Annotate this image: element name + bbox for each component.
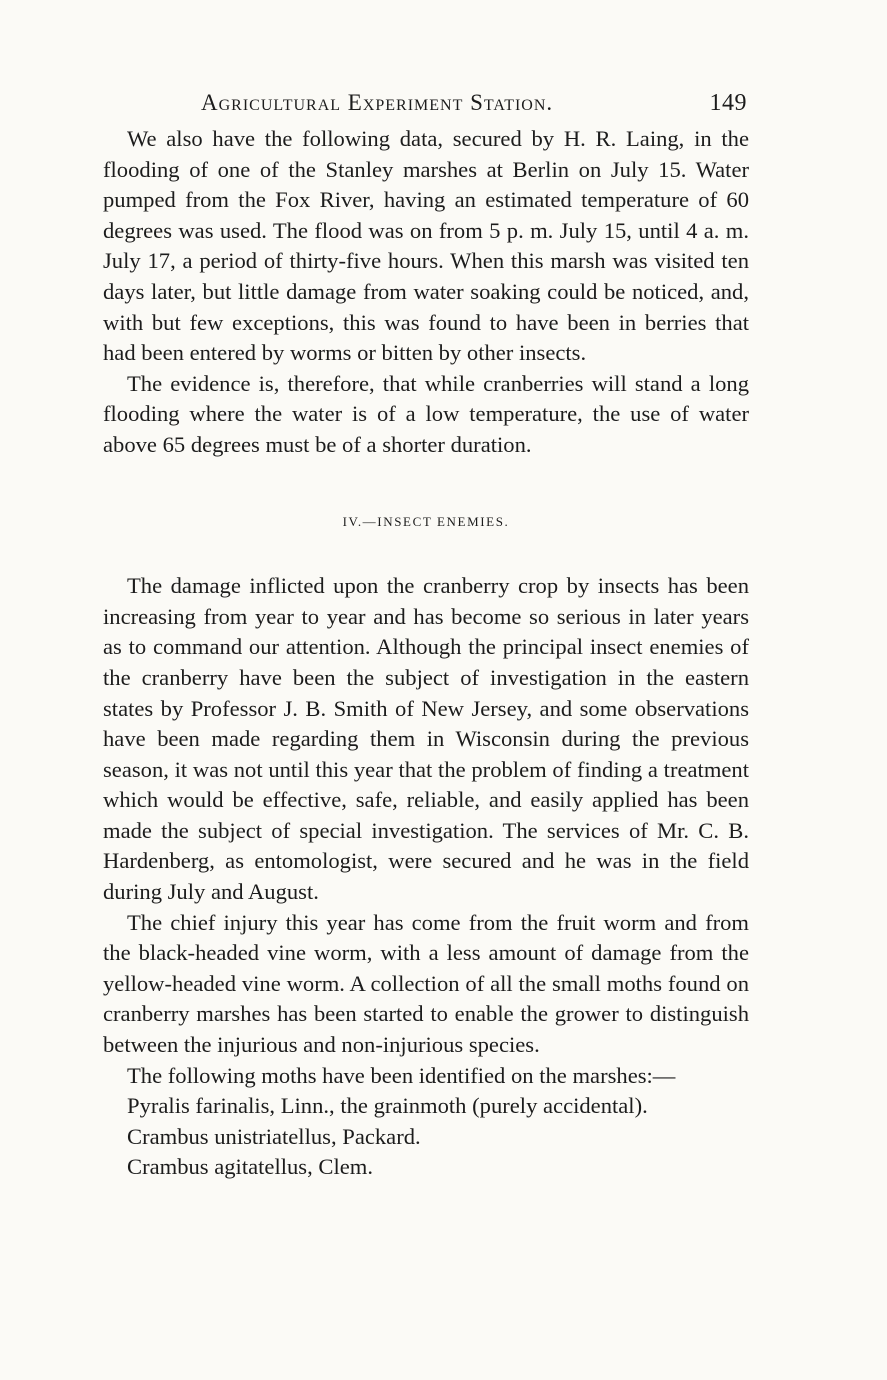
paragraph: The chief injury this year has come from the fruit worm and from the black-headed vine worm, with a less amount of damage from the yellow-headed vine worm. A collection of all the small moths found on cranberry marshes has been started to enable the grower to distinguish between the injurious and non-injurious species. [103, 909, 749, 1058]
paragraph: We also have the following data, secured by H. R. Laing, in the flooding of one of the Stanley marshes at Berlin on July 15. Water pumped from the Fox River, having an estimated temperature of 60 degrees was used. The flood was on from 5 p. m. July 15, until 4 a. m. July 17, a period of thirty-five hours. When this marsh was visited ten days later, but little damage from water soaking could be noticed, and, with but few exceptions, this was found to have been in berries that had been entered by worms or bitten by other insects. [103, 126, 749, 366]
body-text [103, 124, 749, 1061]
running-head [103, 88, 749, 124]
list-item: Crambus agitatellus, Clem. [127, 1154, 373, 1180]
list-item: Pyralis farinalis, Linn., the grainmoth (purely accidental). [127, 1093, 648, 1119]
list-item: Crambus unistriatellus, Packard. [127, 1123, 421, 1149]
list-intro: The following moths have been identified on the marshes:— [127, 1062, 676, 1088]
paragraph: The damage inflicted upon the cranberry crop by insects has been increasing from year to year and has become so serious in later years as to command our attention. Although the principal insect enemies of the cranberry have been the subject of investigation in the eastern states by Professor J. B. Smith of New Jersey, and some observations have been made regarding them in Wisconsin during the previous season, it was not until this year that the problem of finding a treatment which would be effective, safe, reliable, and easily applied has been made the subject of special investigation. The services of Mr. C. B. Hardenberg, as entomologist, were secured and he was in the field during July and August. [103, 573, 749, 905]
paragraph: The evidence is, therefore, that while cranberries will stand a long flooding where the water is of a low temperature, the use of water above 65 degrees must be of a shorter duration. [103, 370, 749, 457]
section-heading: IV.—INSECT ENEMIES. [342, 513, 510, 529]
running-title: Agricultural Experiment Station. [201, 90, 554, 115]
document-page [103, 88, 749, 1183]
page-number: 149 [709, 90, 747, 116]
